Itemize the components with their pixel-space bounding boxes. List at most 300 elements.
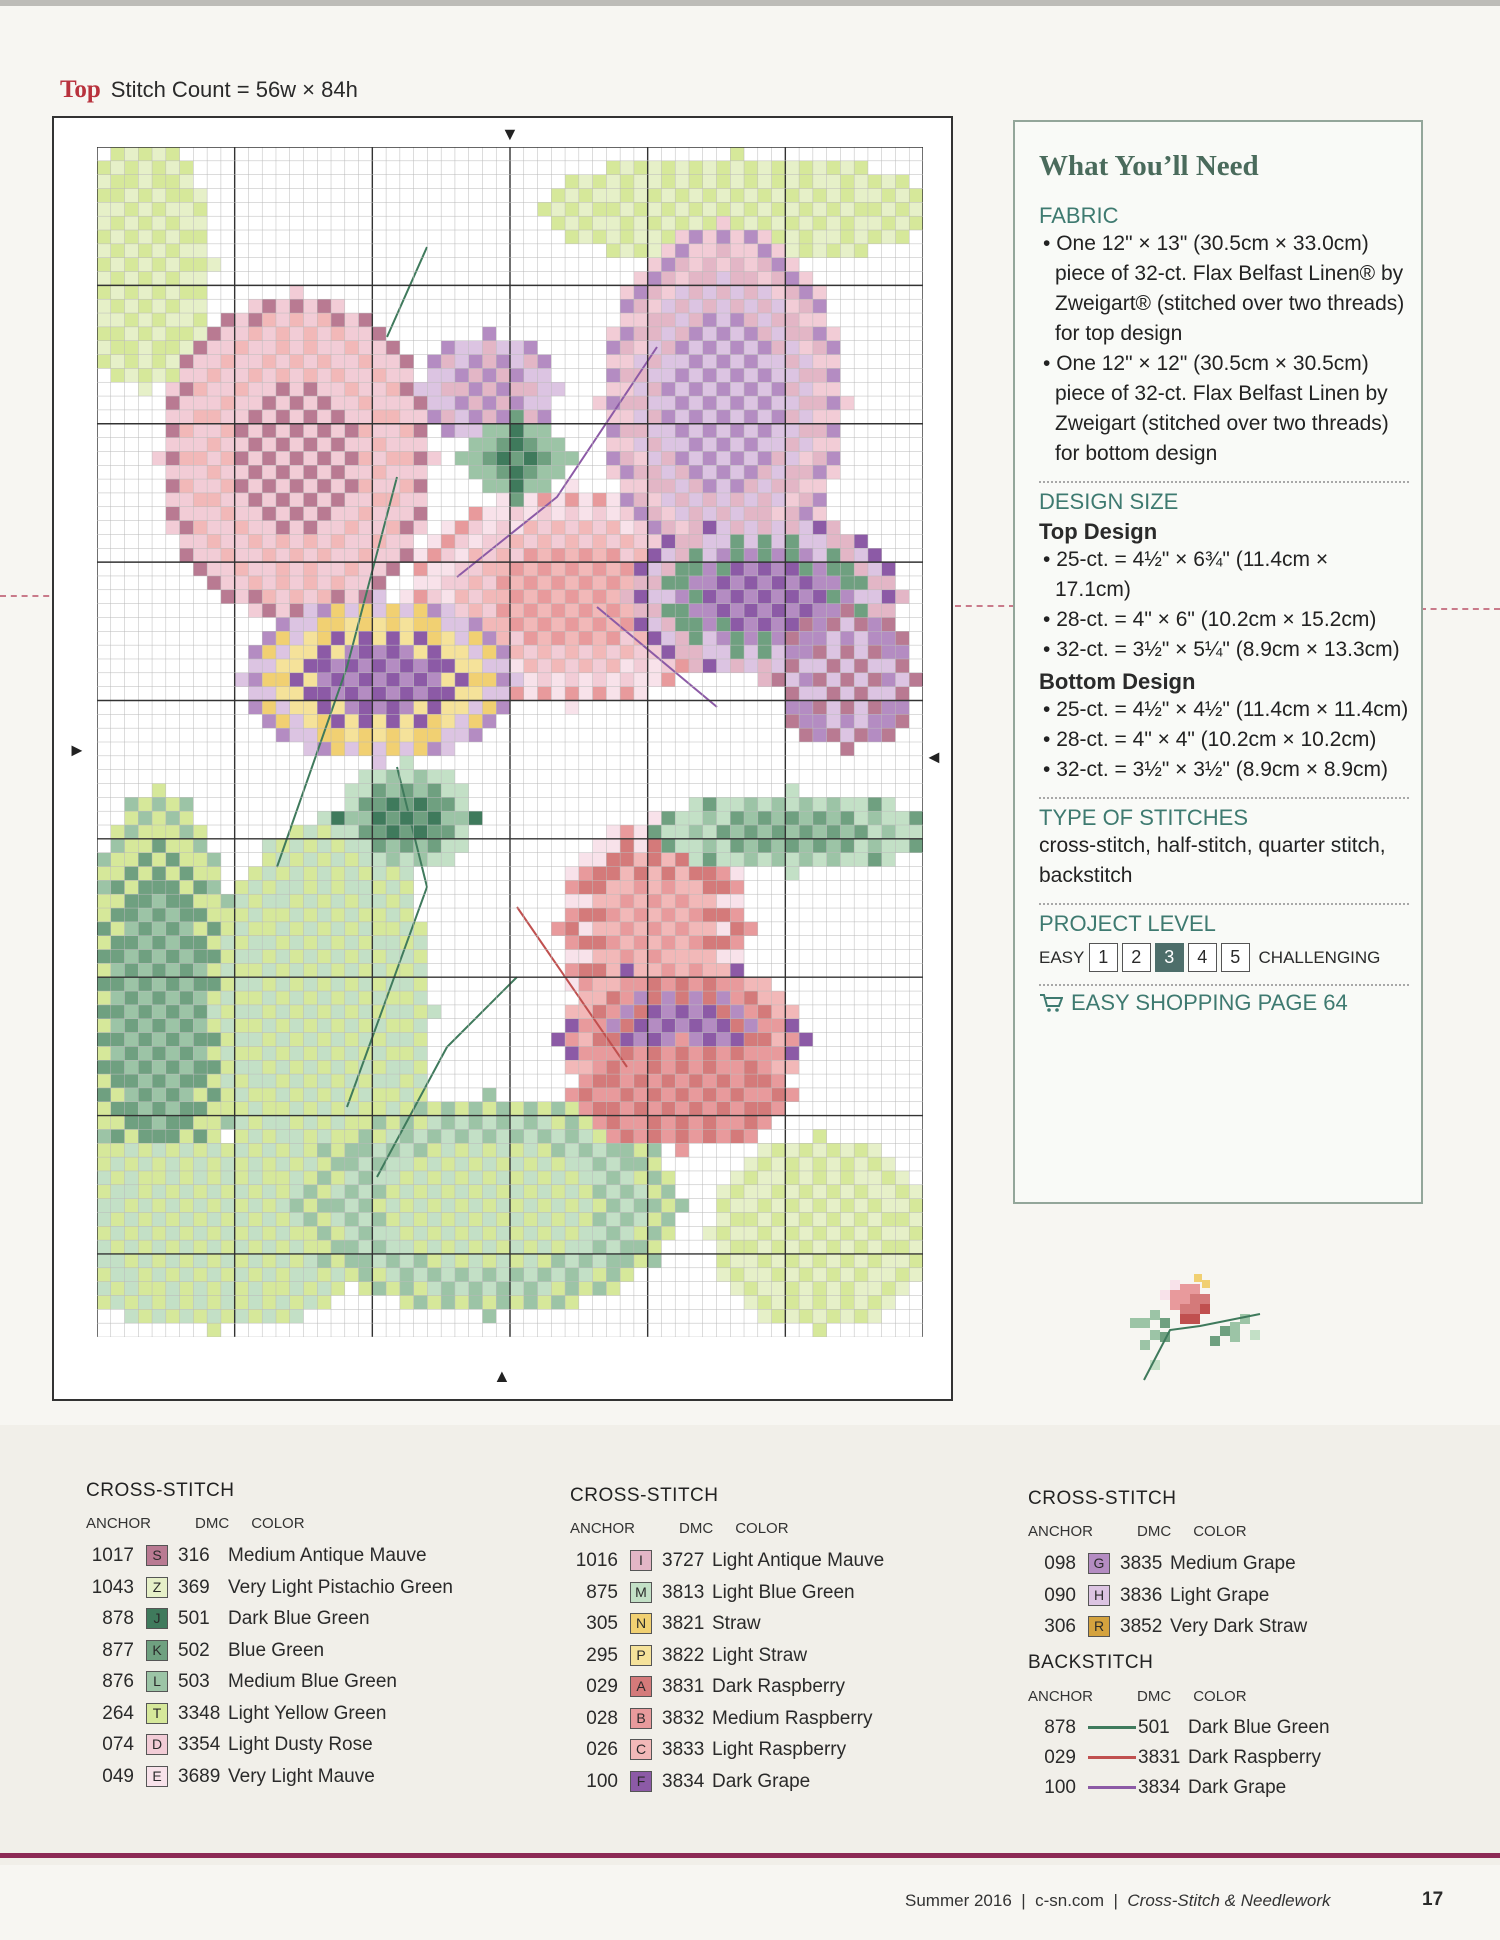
stitch-cell (634, 1129, 648, 1143)
stitch-cell (813, 590, 827, 604)
stitch-cell (180, 922, 194, 936)
stitch-cell (414, 562, 428, 576)
stitch-cell (882, 714, 896, 728)
stitch-cell (441, 770, 455, 784)
stitch-cell (276, 631, 290, 645)
stitch-cell (868, 659, 882, 673)
stitch-cell (331, 465, 345, 479)
stitch-cell (813, 534, 827, 548)
stitch-cell (813, 576, 827, 590)
stitch-cell (482, 1171, 496, 1185)
stitch-cell (276, 908, 290, 922)
stitch-cell (414, 451, 428, 465)
stitch-cell (648, 410, 662, 424)
stitch-cell (579, 908, 593, 922)
stitch-cell (427, 839, 441, 853)
stitch-cell (675, 645, 689, 659)
stitch-cell (579, 687, 593, 701)
stitch-cell (248, 451, 262, 465)
stitch-cell (386, 1171, 400, 1185)
backstitch-column-headers (1028, 1688, 1247, 1705)
stitch-cell (785, 1033, 799, 1047)
stitch-cell (276, 991, 290, 1005)
stitch-cell (854, 576, 868, 590)
stitch-cell (386, 742, 400, 756)
stitch-cell (455, 811, 469, 825)
stitch-cell (620, 1088, 634, 1102)
stitch-cell (138, 811, 152, 825)
stitch-cell (180, 299, 194, 313)
stitch-cell (840, 1157, 854, 1171)
stitch-cell (620, 908, 634, 922)
stitch-cell (675, 382, 689, 396)
stitch-cell (345, 867, 359, 881)
stitch-cell (648, 853, 662, 867)
stitch-cell (248, 1282, 262, 1296)
stitch-cell (221, 327, 235, 341)
stitch-cell (97, 1005, 111, 1019)
stitch-cell (634, 922, 648, 936)
stitch-cell (717, 1212, 731, 1226)
stitch-cell (593, 867, 607, 881)
stitch-cell (606, 867, 620, 881)
stitch-cell (895, 659, 909, 673)
stitch-cell (565, 1282, 579, 1296)
stitch-cell (152, 341, 166, 355)
stitch-cell (469, 576, 483, 590)
stitch-cell (207, 1102, 221, 1116)
stitch-cell (661, 1116, 675, 1130)
stitch-cell (661, 1199, 675, 1213)
stitch-cell (785, 1309, 799, 1323)
stitch-cell (717, 894, 731, 908)
stitch-cell (717, 604, 731, 618)
stitch-cell (345, 853, 359, 867)
stitch-cell (304, 507, 318, 521)
stitch-cell (276, 410, 290, 424)
stitch-cell (551, 1143, 565, 1157)
stitch-cell (538, 410, 552, 424)
stitch-cell (675, 493, 689, 507)
stitch-cell (125, 341, 139, 355)
stitch-cell (166, 1226, 180, 1240)
stitch-cell (551, 922, 565, 936)
stitch-cell (138, 244, 152, 258)
stitch-cell (290, 894, 304, 908)
symbol-swatch: I (630, 1550, 652, 1571)
stitch-cell (97, 272, 111, 286)
dmc-number: 3833 (662, 1739, 705, 1760)
stitch-cell (772, 313, 786, 327)
stitch-cell (634, 1060, 648, 1074)
stitch-cell (193, 299, 207, 313)
stitch-cell (730, 1185, 744, 1199)
stitch-cell (427, 1212, 441, 1226)
stitch-cell (868, 728, 882, 742)
stitch-cell (152, 977, 166, 991)
stitch-cell (675, 355, 689, 369)
stitch-cell (221, 576, 235, 590)
stitch-cell (593, 175, 607, 189)
stitch-cell (304, 1171, 318, 1185)
stitch-cell (207, 562, 221, 576)
stitch-cell (221, 1282, 235, 1296)
stitch-cell (193, 1005, 207, 1019)
stitch-cell (496, 1143, 510, 1157)
stitch-cell (386, 382, 400, 396)
stitch-cell (455, 355, 469, 369)
stitch-cell (97, 853, 111, 867)
stitch-cell (331, 1212, 345, 1226)
stitch-cell (648, 659, 662, 673)
stitch-cell (744, 175, 758, 189)
stitch-cell (152, 1309, 166, 1323)
stitch-cell (827, 617, 841, 631)
stitch-cell (717, 867, 731, 881)
stitch-cell (538, 396, 552, 410)
stitch-cell (593, 963, 607, 977)
stitch-cell (427, 1295, 441, 1309)
stitch-cell (125, 1005, 139, 1019)
stitch-cell (730, 396, 744, 410)
stitch-cell (799, 424, 813, 438)
stitch-cell (441, 521, 455, 535)
stitch-cell (248, 1295, 262, 1309)
stitch-cell (827, 645, 841, 659)
stitch-cell (524, 604, 538, 618)
stitch-cell (441, 534, 455, 548)
stitch-cell (496, 493, 510, 507)
stitch-cell (799, 1268, 813, 1282)
stitch-cell (180, 285, 194, 299)
stitch-cell (524, 562, 538, 576)
stitch-cell (661, 299, 675, 313)
stitch-cell (386, 1102, 400, 1116)
stitch-cell (427, 548, 441, 562)
stitch-cell (414, 687, 428, 701)
symbol-swatch: B (630, 1708, 652, 1729)
stitch-cell (414, 922, 428, 936)
stitch-cell (868, 1240, 882, 1254)
stitch-cell (469, 1102, 483, 1116)
stitch-cell (152, 1171, 166, 1185)
stitch-cell (125, 1268, 139, 1282)
stitch-cell (620, 991, 634, 1005)
stitch-cell (620, 230, 634, 244)
stitch-cell (799, 161, 813, 175)
stitch-cell (290, 382, 304, 396)
stitch-cell (813, 382, 827, 396)
anchor-number: 877 (102, 1639, 134, 1661)
stitch-cell (538, 659, 552, 673)
stitch-cell (840, 1212, 854, 1226)
stitch-cell (758, 590, 772, 604)
stitch-cell (193, 880, 207, 894)
stitch-cell (551, 562, 565, 576)
stitch-cell (813, 1199, 827, 1213)
stitch-cell (152, 355, 166, 369)
stitch-cell (744, 465, 758, 479)
stitch-cell (304, 950, 318, 964)
stitch-cell (111, 216, 125, 230)
stitch-cell (345, 341, 359, 355)
stitch-cell (372, 1282, 386, 1296)
stitch-cell (193, 963, 207, 977)
stitch-cell (565, 1268, 579, 1282)
level-box-5: 5 (1221, 943, 1250, 972)
stitch-cell (331, 1060, 345, 1074)
shopping-link[interactable] (1039, 990, 1409, 1016)
stitch-cell (441, 1226, 455, 1240)
stitch-cell (496, 1282, 510, 1296)
stitch-cell (193, 202, 207, 216)
stitch-cell (152, 908, 166, 922)
stitch-cell (166, 285, 180, 299)
color-name: Medium Antique Mauve (228, 1545, 427, 1566)
stitch-cell (290, 1074, 304, 1088)
stitch-cell (469, 451, 483, 465)
stitch-cell (827, 1282, 841, 1296)
stitch-cell (414, 1282, 428, 1296)
stitch-cell (345, 673, 359, 687)
stitch-cell (895, 202, 909, 216)
stitch-cell (317, 1185, 331, 1199)
stitch-cell (386, 1005, 400, 1019)
stitch-cell (248, 341, 262, 355)
stitch-cell (180, 977, 194, 991)
stitch-cell (372, 797, 386, 811)
stitch-cell (620, 368, 634, 382)
legend-column-headers (570, 1520, 789, 1537)
stitch-cell (772, 1074, 786, 1088)
stitch-cell (579, 950, 593, 964)
stitch-cell (785, 493, 799, 507)
stitch-cell (606, 244, 620, 258)
stitch-cell (606, 1005, 620, 1019)
stitch-cell (634, 521, 648, 535)
stitch-cell (661, 1019, 675, 1033)
stitch-cell (138, 1295, 152, 1309)
stitch-cell (799, 1309, 813, 1323)
stitch-cell (97, 1116, 111, 1130)
stitch-cell (620, 161, 634, 175)
stitch-cell (799, 534, 813, 548)
stitch-cell (193, 341, 207, 355)
stitch-cell (414, 825, 428, 839)
stitch-cell (138, 202, 152, 216)
stitch-cell (606, 521, 620, 535)
stitch-cell (317, 1033, 331, 1047)
stitch-cell (345, 784, 359, 798)
stitch-cell (772, 299, 786, 313)
stitch-cell (427, 1116, 441, 1130)
stitch-cell (854, 244, 868, 258)
stitch-cell (414, 770, 428, 784)
stitch-cell (758, 521, 772, 535)
stitch-cell (675, 853, 689, 867)
stitch-cell (248, 867, 262, 881)
stitch-cell (744, 189, 758, 203)
stitch-cell (689, 659, 703, 673)
stitch-cell (331, 424, 345, 438)
stitch-cell (648, 189, 662, 203)
stitch-cell (524, 1129, 538, 1143)
stitch-cell (400, 770, 414, 784)
stitch-cell (675, 991, 689, 1005)
stitch-cell (524, 534, 538, 548)
stitch-cell (551, 1199, 565, 1213)
stitch-cell (372, 742, 386, 756)
stitch-cell (193, 451, 207, 465)
stitch-cell (290, 1240, 304, 1254)
stitch-cell (166, 147, 180, 161)
stitch-cell (221, 396, 235, 410)
symbol-swatch: Z (146, 1577, 168, 1598)
stitch-cell (620, 867, 634, 881)
stitch-cell (276, 1157, 290, 1171)
stitch-cell (386, 1199, 400, 1213)
stitch-cell (290, 1309, 304, 1323)
dmc-header: DMC (195, 1515, 230, 1532)
footer-site[interactable]: c-sn.com (1035, 1891, 1105, 1910)
symbol-swatch: H (1088, 1585, 1110, 1606)
stitch-cell (772, 811, 786, 825)
stitch-cell (703, 617, 717, 631)
stitch-cell (193, 244, 207, 258)
stitch-cell (854, 604, 868, 618)
stitch-cell (813, 797, 827, 811)
stitch-cell (469, 700, 483, 714)
stitch-cell (524, 1254, 538, 1268)
stitch-cell (193, 991, 207, 1005)
stitch-cell (854, 645, 868, 659)
stitch-cell (386, 1033, 400, 1047)
dmc-number: 3831 (662, 1676, 705, 1697)
stitch-cell (317, 1282, 331, 1296)
stitch-cell (565, 659, 579, 673)
stitch-cell (455, 1254, 469, 1268)
stitch-cell (785, 410, 799, 424)
dmc-number: 501 (1138, 1717, 1170, 1738)
stitch-cell (290, 396, 304, 410)
anchor-number: 306 (1044, 1616, 1076, 1637)
stitch-cell (359, 839, 373, 853)
stitch-cell (579, 604, 593, 618)
stitch-cell (689, 272, 703, 286)
stitch-cell (772, 631, 786, 645)
legend-row (74, 1666, 397, 1698)
stitch-cell (455, 631, 469, 645)
stitch-cell (262, 1254, 276, 1268)
stitch-cell (345, 576, 359, 590)
stitch-cell (345, 908, 359, 922)
stitch-cell (772, 521, 786, 535)
stitch-cell (276, 1074, 290, 1088)
stitch-cell (221, 894, 235, 908)
stitch-cell (248, 659, 262, 673)
stitch-cell (854, 548, 868, 562)
stitch-cell (193, 936, 207, 950)
stitch-cell (276, 1005, 290, 1019)
stitch-cell (372, 908, 386, 922)
stitch-cell (496, 548, 510, 562)
stitch-cell (551, 216, 565, 230)
stitch-cell (455, 548, 469, 562)
stitch-cell (125, 147, 139, 161)
stitch-cell (331, 451, 345, 465)
stitch-cell (152, 894, 166, 908)
stitch-cell (427, 534, 441, 548)
stitch-cell (482, 617, 496, 631)
stitch-cell (152, 147, 166, 161)
stitch-cell (193, 548, 207, 562)
stitch-cell (730, 659, 744, 673)
stitch-cell (689, 617, 703, 631)
stitch-cell (414, 1033, 428, 1047)
stitch-cell (882, 562, 896, 576)
stitch-cell (744, 438, 758, 452)
stitch-cell (730, 534, 744, 548)
stitch-cell (827, 410, 841, 424)
stitch-cell (248, 1309, 262, 1323)
stitch-cell (689, 825, 703, 839)
stitch-cell (827, 825, 841, 839)
stitch-cell (290, 1116, 304, 1130)
stitch-cell (125, 1212, 139, 1226)
stitch-cell (138, 1171, 152, 1185)
stitch-cell (304, 1282, 318, 1296)
stitch-cell (441, 590, 455, 604)
top-design-label: Top Design (1039, 519, 1158, 544)
stitch-cell (772, 1268, 786, 1282)
stitch-cell (813, 479, 827, 493)
stitch-cell (235, 576, 249, 590)
stitch-cell (427, 576, 441, 590)
stitch-cell (441, 714, 455, 728)
stitch-cell (593, 1199, 607, 1213)
stitch-cell (593, 950, 607, 964)
stitch-cell (441, 1240, 455, 1254)
stitch-cell (785, 797, 799, 811)
stitch-cell (538, 576, 552, 590)
stitch-cell (207, 977, 221, 991)
stitch-cell (593, 521, 607, 535)
stitch-cell (125, 161, 139, 175)
stitch-cell (180, 161, 194, 175)
stitch-cell (538, 1282, 552, 1296)
stitch-cell (538, 355, 552, 369)
stitch-cell (111, 922, 125, 936)
stitch-cell (813, 1143, 827, 1157)
stitch-cell (331, 1102, 345, 1116)
stitch-cell (345, 479, 359, 493)
legend-row (558, 1734, 846, 1766)
stitch-cell (193, 368, 207, 382)
stitch-cell (166, 258, 180, 272)
stitch-cell (441, 396, 455, 410)
stitch-cell (193, 272, 207, 286)
stitch-cell (372, 1060, 386, 1074)
stitch-cell (482, 465, 496, 479)
stitch-cell (744, 1060, 758, 1074)
stitch-cell (703, 410, 717, 424)
stitch-cell (235, 1295, 249, 1309)
stitch-cell (785, 396, 799, 410)
stitch-cell (111, 1171, 125, 1185)
stitch-cell (427, 659, 441, 673)
stitch-cell (304, 410, 318, 424)
stitch-cell (111, 341, 125, 355)
